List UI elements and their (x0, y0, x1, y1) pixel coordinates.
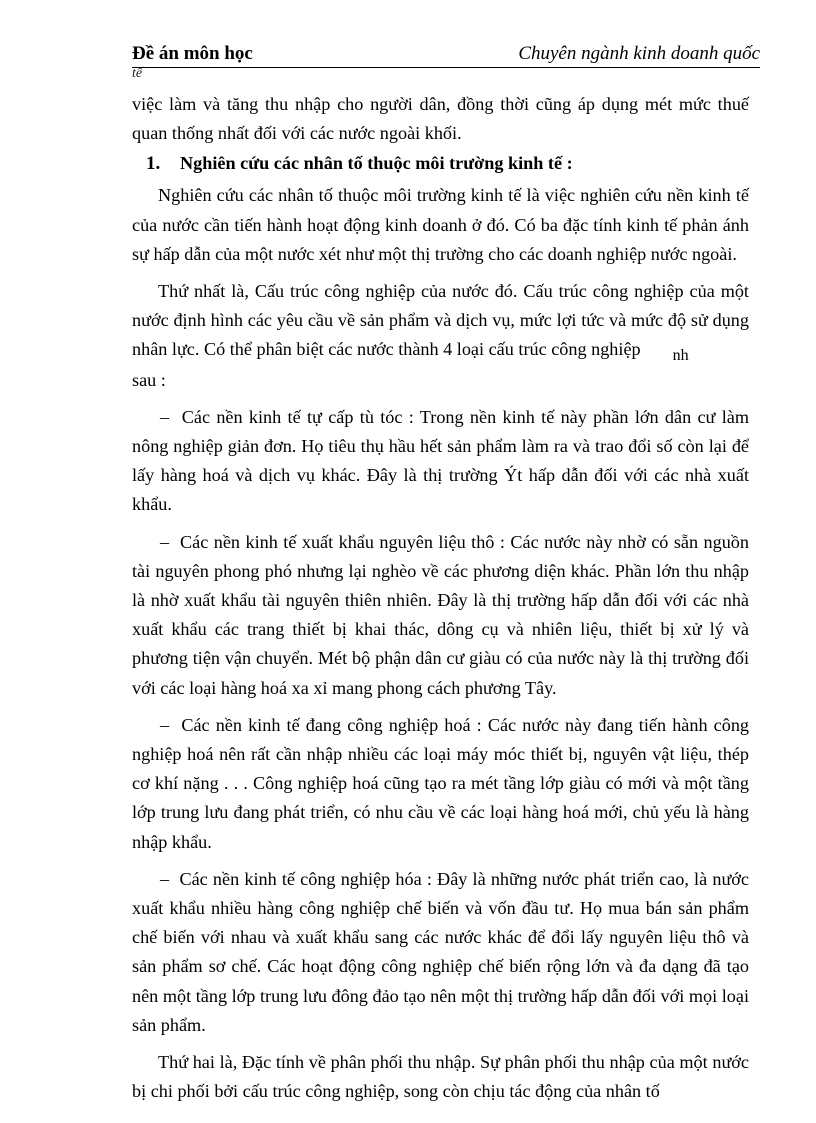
section-heading (132, 150, 749, 177)
paragraph-industrial-structure-text: Thứ nhất là, Cấu trúc công nghiệp của nước đó. Cấu trúc công nghiệp của một nước định hình các yêu cầu về sản phẩm và dịch vụ, mức lợi tức và mức độ sử dụng nhân lực. Có thể phân biệt các nước thành 4 loại cấu trúc công nghiệp (132, 281, 749, 360)
bullet-dash: – (160, 406, 170, 427)
header-major: Chuyên ngành kinh doanh quốc (518, 43, 760, 64)
bullet-text: Các nền kinh tế tự cấp tù tóc : Trong nền kinh tế này phần lớn dân cư làm nông nghiệp giản đơn. Họ tiêu thụ hầu hết sản phẩm làm ra và trao đổi số còn lại để lấy hàng hoá và dịch vụ khác. Đây là thị trường Ýt hấp dẫn đối với các nhà xuất khẩu. (132, 406, 750, 515)
bullet-dash: – (160, 868, 170, 889)
paragraph-economic-factors: Nghiên cứu các nhân tố thuộc môi trường kinh tế là việc nghiên cứu nền kinh tế của nước cần tiến hành hoạt động kinh doanh ở đó. Có ba đặc tính kinh tế phản ánh sự hấp dẫn của một nước xét như một thị trường cho các doanh nghiệp nước ngoài. (132, 185, 749, 264)
paragraph-income-distribution: Thứ hai là, Đặc tính về phân phối thu nhập. Sự phân phối thu nhập của một nước bị chi phối bởi cấu trúc công nghiệp, song còn chịu tác động của nhân tố (132, 1052, 749, 1102)
header-rule (132, 67, 760, 68)
intro-paragraph: việc làm và tăng thu nhập cho người dân, đồng thời cũng áp dụng mét mức thuế quan thống nhất đối với các nước ngoài khối. (132, 94, 749, 144)
bullet-dash: – (160, 714, 170, 735)
bullet-text: Các nền kinh tế xuất khẩu nguyên liệu thô : Các nước này nhờ có sẵn nguồn tài nguyên phong phó nhưng lại nghèo về các phương diện khác. Phần lớn thu nhập là nhờ xuất khẩu tài nguyên thiên nhiên. Đây là thị trường hấp dẫn đối với các nhà xuất khẩu các trang thiết bị khai thác, dông cụ và nhiên liệu, thiết bị xử lý và phương tiện vận chuyển. Mét bộ phận dân cư giàu có của nước này là thị trường đối với các loại hàng hoá xa xỉ mang phong cách phương Tây. (132, 531, 749, 698)
bullet-text: Các nền kinh tế công nghiệp hóa : Đây là những nước phát triển cao, là nước xuất khẩu nhiều hàng công nghiệp chế biến và vốn đầu tư. Họ mua bán sản phẩm chế biến với nhau và xuất khẩu sang các nước khác để đổi lấy nguyên liệu thô và sản phẩm sơ chế. Các hoạt động công nghiệp chế biến rộng lớn và đa dạng đã tạo nên một tầng lớp trung lưu đông đảo tạo nên một thị trường hấp dẫn đối với mọi loại sản phẩm. (132, 868, 749, 1035)
header-document-type: Đề án môn học (132, 43, 253, 64)
paragraph-industrial-structure (132, 277, 749, 395)
header-major-wrap: tế (132, 66, 143, 81)
bullet-text: Các nền kinh tế đang công nghiệp hoá : Các nước này đang tiến hành công nghiệp hoá nên rất cần nhập nhiều các loại máy móc thiết bị, nguyên vật liệu, thép cơ khí nặng . . . Công nghiệp hoá cũng tạo ra mét tầng lớp giàu có mới và một tầng lớp trung lưu đang phát triển, có nhu cầu về các loại hàng hoá mới, chủ yếu là hàng nhập khẩu. (132, 714, 750, 852)
bullet-raw-material-exporting (132, 528, 749, 703)
section-number: 1. (146, 153, 161, 175)
bullet-industrializing-economy (132, 711, 749, 857)
section-title: Nghiên cứu các nhân tố thuộc môi trường kinh tế : (180, 153, 573, 174)
bullet-dash: – (160, 531, 170, 552)
stray-fragment: nh (672, 347, 689, 365)
bullet-industrial-economy (132, 865, 749, 1040)
page-header (132, 40, 760, 70)
document-body (132, 90, 749, 1107)
paragraph-industrial-structure-tail: sau : (132, 369, 166, 390)
bullet-subsistence-economy (132, 403, 749, 520)
